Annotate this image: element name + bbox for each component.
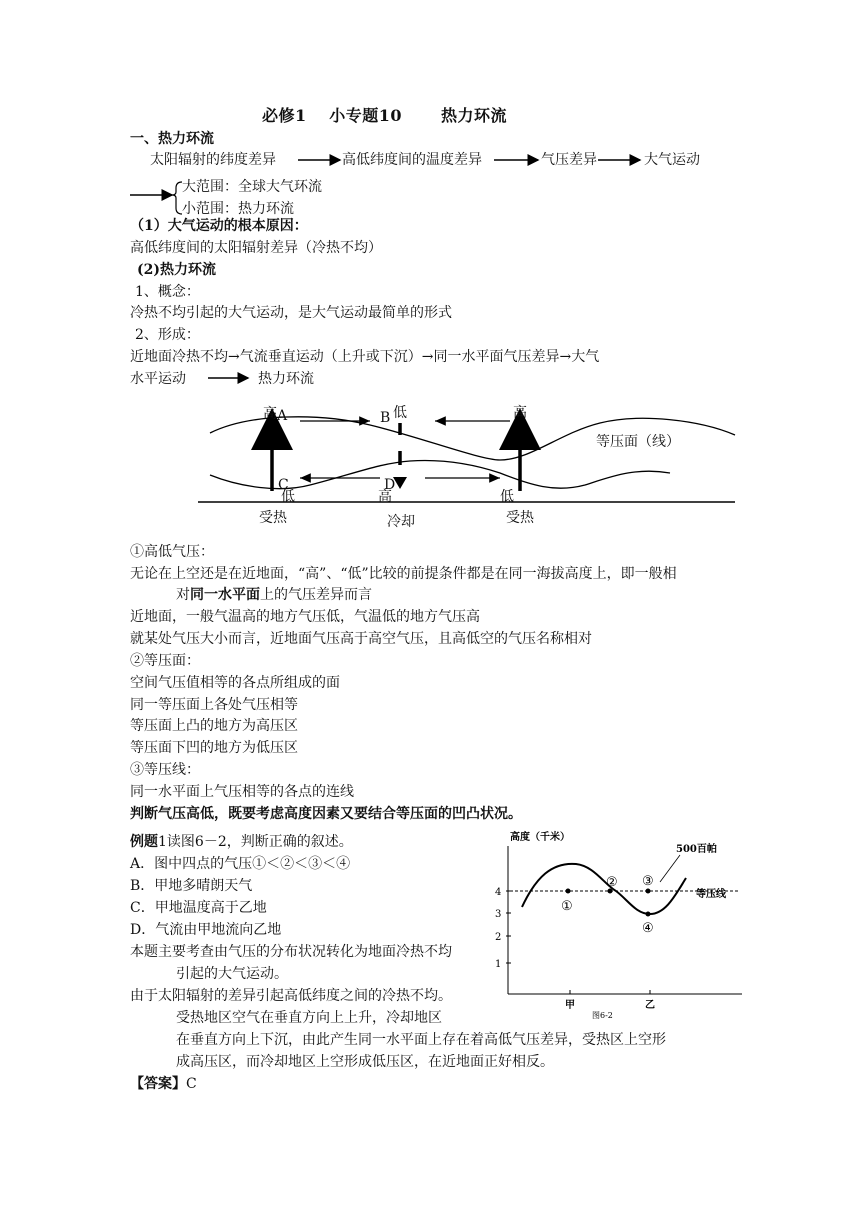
curve-label: 500百帕 xyxy=(676,844,717,855)
note1-text-4: 就某处气压大小而言，近地面气压高于高空气压，且高低空的气压名称相对 xyxy=(130,631,592,647)
point-2: ② xyxy=(606,875,618,890)
answer: 【答案】C xyxy=(130,1076,197,1092)
analysis-1: 本题主要考查由气压的分布状况转化为地面冷热不均 xyxy=(130,944,452,960)
option-b: B．甲地多晴朗天气 xyxy=(130,878,253,894)
note2-text-4: 等压面下凹的地方为低压区 xyxy=(130,740,298,756)
analysis-2: 引起的大气运动。 xyxy=(176,966,288,982)
flow-arrows xyxy=(0,0,860,230)
p2-heading: (2)热力环流 xyxy=(137,262,216,278)
label-C: C xyxy=(278,477,289,493)
y-tick: 2 xyxy=(495,932,502,943)
flow-step-4: 大气运动 xyxy=(644,152,700,168)
emphasis-text: 同一水平面 xyxy=(190,587,260,603)
label-heated: 受热 xyxy=(259,510,287,526)
label-heated: 受热 xyxy=(506,510,534,526)
y-tick: 1 xyxy=(495,959,502,970)
figure-caption: 图6-2 xyxy=(592,1011,613,1020)
label-B: B xyxy=(380,410,391,426)
analysis-6: 成高压区，而冷却地区上空形成低压区，在近地面正好相反。 xyxy=(176,1054,554,1070)
formation-text-1: 近地面冷热不均→气流垂直运动（上升或下沉）→同一水平面气压差异→大气 xyxy=(130,349,600,365)
label-low: 低 xyxy=(393,405,407,421)
judge-text: 判断气压高低，既要考虑高度因素又要结合等压面的凹凸状况。 xyxy=(130,806,522,822)
analysis-3: 由于太阳辐射的差异引起高低纬度之间的冷热不均。 xyxy=(130,988,452,1004)
note1-text-3: 近地面，一般气温高的地方气压低，气温低的地方气压高 xyxy=(130,609,480,625)
option-c: C．甲地温度高于乙地 xyxy=(130,900,267,916)
flow-step-1: 太阳辐射的纬度差异 xyxy=(150,152,276,168)
y-tick: 4 xyxy=(495,887,502,898)
500hpa-curve xyxy=(522,864,686,914)
x-label-jia: 甲 xyxy=(565,1000,575,1011)
label-A: A xyxy=(277,408,288,424)
section-heading: 一、热力环流 xyxy=(130,131,214,147)
note2-heading: ②等压面： xyxy=(130,653,200,669)
note3-text-1: 同一水平面上气压相等的各点的连线 xyxy=(130,784,354,800)
branch-large: 大范围：全球大气环流 xyxy=(182,179,322,195)
brace-icon xyxy=(172,182,182,214)
page-title: 必修1 小专题10 热力环流 xyxy=(262,106,508,125)
option-d: D．气流由甲地流向乙地 xyxy=(130,922,282,938)
note3-heading: ③等压线： xyxy=(130,762,200,778)
branch-small: 小范围：热力环流 xyxy=(182,201,294,217)
note1-heading: ①高低气压： xyxy=(130,544,214,560)
label-low: 低 xyxy=(281,489,295,505)
isobar-surface-label: 等压面（线） xyxy=(596,434,680,450)
analysis-5: 在垂直方向上下沉，由此产生同一水平面上存在着高低气压差异，受热区上空形 xyxy=(176,1032,666,1048)
note2-text-1: 空间气压值相等的各点所组成的面 xyxy=(130,675,340,691)
formation-arrow xyxy=(200,368,260,388)
point-1: ① xyxy=(561,899,573,914)
formation-text-2a: 水平运动 xyxy=(130,371,186,387)
example-intro: 例题1读图6－2，判断正确的叙述。 xyxy=(130,834,353,850)
concept-text: 冷热不均引起的大气运动，是大气运动最简单的形式 xyxy=(130,305,452,321)
p1-text: 高低纬度间的太阳辐射差异（冷热不均） xyxy=(130,240,382,256)
note2-text-3: 等压面上凸的地方为高压区 xyxy=(130,718,298,734)
formation-label: 2、形成： xyxy=(135,327,200,343)
y-axis-label: 高度（千米） xyxy=(510,832,570,843)
note2-text-2: 同一等压面上各处气压相等 xyxy=(130,697,298,713)
label-D: D xyxy=(384,477,396,493)
flow-step-2: 高低纬度间的温度差异 xyxy=(342,152,482,168)
flow-step-3: 气压差异 xyxy=(541,152,597,168)
line-label: 等压线 xyxy=(696,889,726,900)
y-tick: 3 xyxy=(495,909,502,920)
concept-label: 1、概念： xyxy=(135,284,200,300)
x-label-yi: 乙 xyxy=(645,1000,655,1011)
label-high: 高 xyxy=(513,405,527,421)
label-high: 高 xyxy=(378,489,392,505)
p1-heading: （1）大气运动的根本原因： xyxy=(130,218,308,234)
label-cooled: 冷却 xyxy=(387,514,415,530)
note1-text-2: 对同一水平面上的气压差异而言 xyxy=(176,587,372,603)
note1-text-1: 无论在上空还是在近地面，“高”、“低”比较的前提条件都是在同一海拔高度上，即一般相 xyxy=(130,566,677,582)
formation-text-2b: 热力环流 xyxy=(258,371,314,387)
point-3: ③ xyxy=(642,874,654,889)
label-low: 低 xyxy=(500,489,514,505)
label-high: 高 xyxy=(263,406,277,422)
option-a: A．图中四点的气压①＜②＜③＜④ xyxy=(130,856,351,872)
figure-6-2 xyxy=(480,822,750,1022)
analysis-4: 受热地区空气在垂直方向上上升，冷却地区 xyxy=(176,1010,442,1026)
point-4: ④ xyxy=(642,921,654,936)
